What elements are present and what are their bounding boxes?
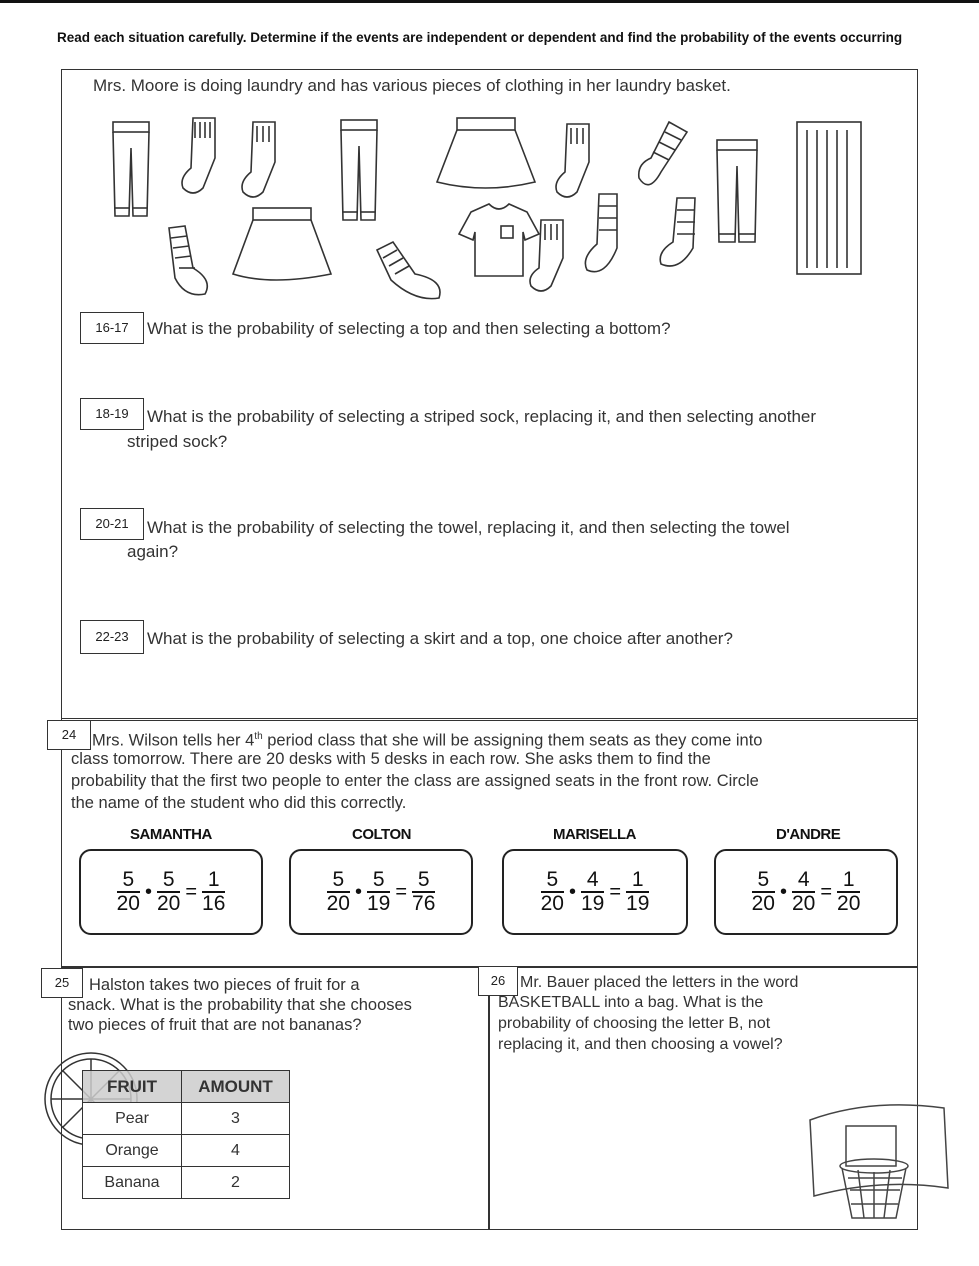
- question-24-line-4: the name of the student who did this correctly.: [71, 794, 407, 812]
- striped-sock-icon: [377, 242, 440, 299]
- multiply-dot: •: [354, 881, 362, 903]
- question-18-19-text-cont: striped sock?: [127, 432, 228, 451]
- striped-sock-icon: [585, 194, 617, 272]
- equals-sign: =: [609, 881, 622, 903]
- question-number-25: 25: [41, 968, 83, 998]
- fraction-result: $\frac{5}{76}$: [412, 868, 436, 915]
- fraction-a: $\frac{5}{20}$: [751, 868, 775, 915]
- question-18-19-text: What is the probability of selecting a striped sock, replacing it, and then selecting another: [147, 407, 817, 426]
- fraction-result: $\frac{1}{20}$: [837, 868, 861, 915]
- sock-icon: [530, 220, 563, 291]
- question-22-23-text: What is the probability of selecting a skirt and a top, one choice after another?: [147, 629, 733, 648]
- multiply-dot: •: [144, 881, 152, 903]
- fruit-cell: Banana: [83, 1167, 182, 1199]
- fraction-b: $\frac{5}{19}$: [366, 868, 391, 915]
- equals-sign: =: [185, 881, 198, 903]
- skirt-icon: [233, 208, 331, 280]
- column-header-amount: AMOUNT: [182, 1071, 290, 1103]
- fraction-b: $\frac{4}{20}$: [791, 868, 816, 915]
- question-24-line-1-post: period class that she will be assigning them seats as they come into: [262, 731, 763, 750]
- equals-sign: =: [820, 881, 833, 903]
- student-name-dandre[interactable]: D'ANDRE: [776, 826, 841, 843]
- student-answer-marisella: [502, 849, 688, 935]
- sock-icon: [242, 122, 275, 197]
- question-number-22-23: 22-23: [80, 620, 144, 654]
- laundry-clothes-illustration: [95, 108, 895, 308]
- fraction-b: $\frac{5}{20}$: [156, 868, 181, 915]
- fraction-b: $\frac{4}{19}$: [580, 868, 605, 915]
- sock-icon: [182, 118, 215, 193]
- student-answer-samantha: [79, 849, 263, 935]
- student-name-marisella[interactable]: MARISELLA: [553, 826, 636, 843]
- striped-sock-icon: [660, 198, 695, 266]
- amount-cell: 2: [182, 1167, 290, 1199]
- student-name-colton[interactable]: COLTON: [352, 826, 411, 843]
- laundry-intro: Mrs. Moore is doing laundry and has various pieces of clothing in her laundry basket.: [93, 76, 731, 95]
- towel-icon: [797, 122, 861, 274]
- question-24-line-1-pre: Mrs. Wilson tells her 4: [92, 731, 255, 750]
- fraction-a: $\frac{5}{20}$: [540, 868, 564, 915]
- question-24-line-3: probability that the first two people to enter the class are assigned seats in the front row. Circle: [71, 772, 759, 790]
- equals-sign: =: [395, 881, 408, 903]
- question-16-17-text: What is the probability of selecting a top and then selecting a bottom?: [147, 319, 671, 338]
- student-name-samantha[interactable]: SAMANTHA: [130, 826, 212, 843]
- fraction-a: $\frac{5}{20}$: [326, 868, 350, 915]
- student-answer-dandre: [714, 849, 898, 935]
- column-header-fruit: FRUIT: [83, 1071, 182, 1103]
- striped-sock-icon: [639, 122, 687, 185]
- basketball-hoop-icon: [800, 1100, 952, 1226]
- question-number-24: 24: [47, 720, 91, 750]
- question-number-16-17: 16-17: [80, 312, 144, 344]
- instructions: Read each situation carefully. Determine if the events are independent or dependent and find the probability of the events occurring: [57, 30, 903, 45]
- question-26-line-3: probability of choosing the letter B, not: [498, 1015, 771, 1032]
- multiply-dot: •: [568, 881, 576, 903]
- question-20-21-text-cont: again?: [127, 542, 179, 561]
- question-number-26: 26: [478, 966, 518, 996]
- amount-cell: 3: [182, 1103, 290, 1135]
- fraction-a: $\frac{5}{20}$: [116, 868, 140, 915]
- multiply-dot: •: [779, 881, 787, 903]
- sock-icon: [556, 124, 589, 197]
- table-row: [83, 1135, 290, 1167]
- fraction-result: $\frac{1}{19}$: [626, 868, 650, 915]
- jeans-icon: [717, 140, 757, 242]
- question-26-line-1: Mr. Bauer placed the letters in the word: [520, 974, 799, 991]
- fruit-table: [82, 1070, 290, 1199]
- question-20-21-text: What is the probability of selecting the towel, replacing it, and then selecting the towel: [147, 518, 790, 537]
- top-rule: [0, 0, 979, 3]
- jeans-icon: [113, 122, 149, 216]
- question-26-line-2: BASKETBALL into a bag. What is the: [498, 994, 764, 1011]
- question-25-line-3: two pieces of fruit that are not bananas?: [68, 1016, 362, 1034]
- striped-sock-icon: [169, 226, 207, 295]
- jeans-icon: [341, 120, 377, 220]
- table-row: [83, 1103, 290, 1135]
- question-26-line-4: replacing it, and then choosing a vowel?: [498, 1036, 783, 1053]
- question-number-18-19: 18-19: [80, 398, 144, 430]
- table-header-row: [83, 1071, 290, 1103]
- question-24-line-1-sup: th: [254, 731, 263, 742]
- question-25-line-1: Halston takes two pieces of fruit for a: [89, 976, 360, 994]
- amount-cell: 4: [182, 1135, 290, 1167]
- skirt-icon: [437, 118, 535, 188]
- shirt-icon: [459, 204, 539, 276]
- fraction-result: $\frac{1}{16}$: [202, 868, 226, 915]
- table-row: [83, 1167, 290, 1199]
- question-25-line-2: snack. What is the probability that she chooses: [68, 996, 412, 1014]
- question-24-line-2: class tomorrow. There are 20 desks with 5 desks in each row. She asks them to find the: [71, 750, 711, 768]
- student-answer-colton: [289, 849, 473, 935]
- fruit-cell: Pear: [83, 1103, 182, 1135]
- fruit-cell: Orange: [83, 1135, 182, 1167]
- question-number-20-21: 20-21: [80, 508, 144, 540]
